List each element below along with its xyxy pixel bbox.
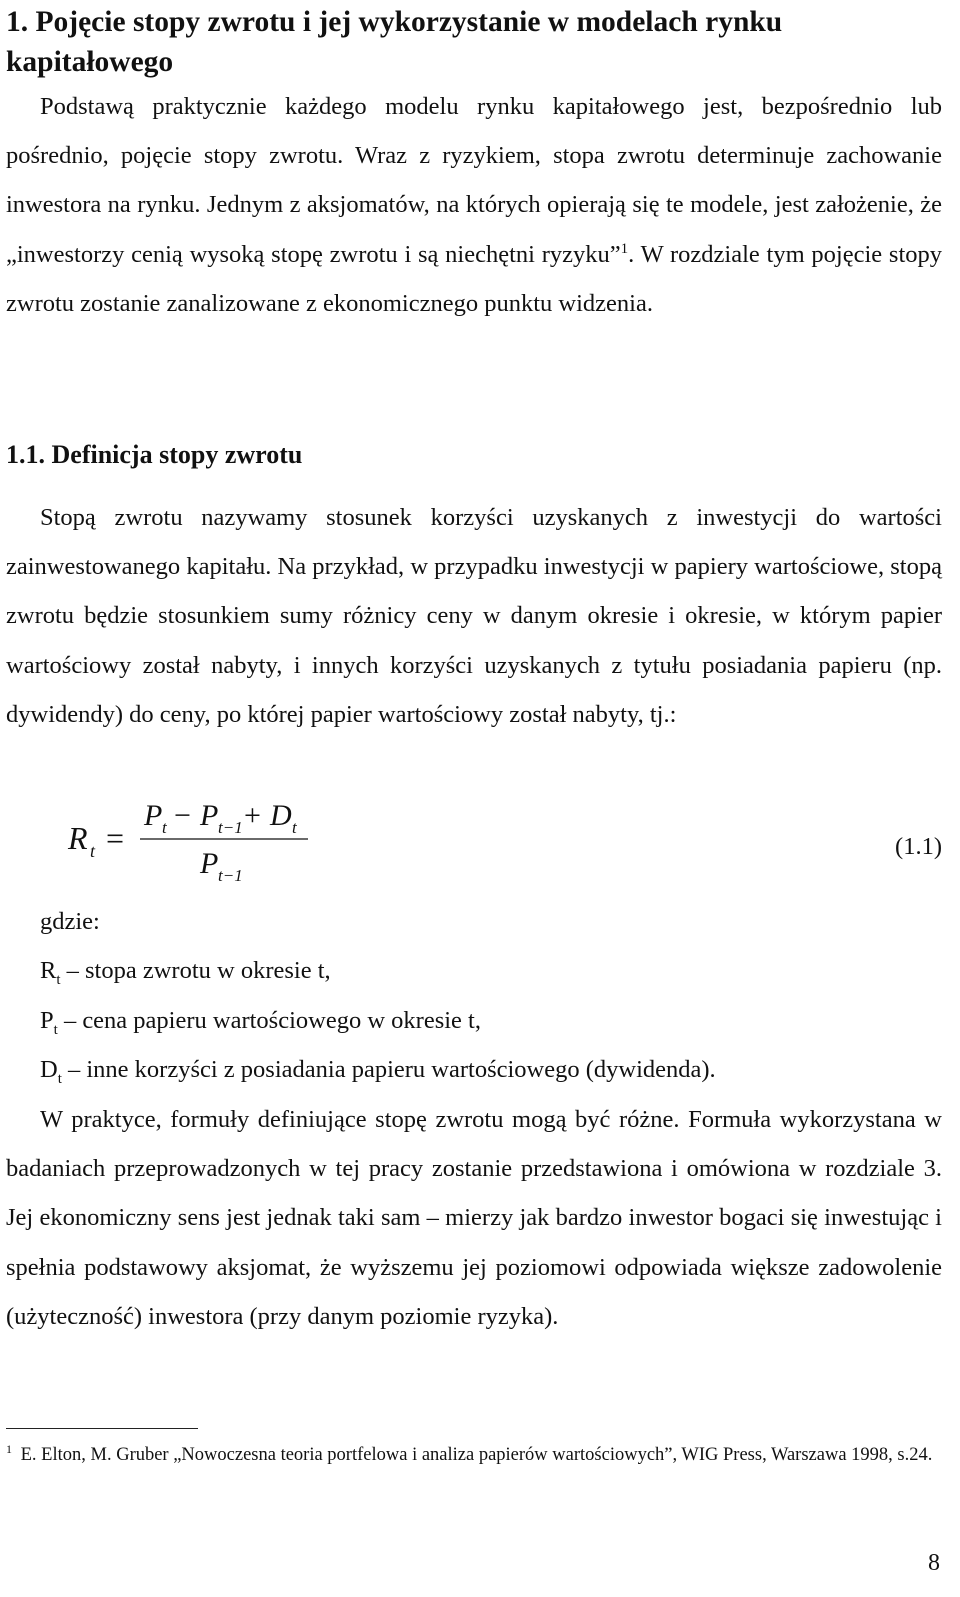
return-formula <box>68 797 948 887</box>
where-label: gdzie: <box>40 908 100 935</box>
definition-symbol: D <box>40 1056 58 1083</box>
definition-text: – stopa zwrotu w okresie t, <box>60 957 331 984</box>
formula-lhs: R <box>68 820 88 856</box>
formula-num-p2-sub: t−1 <box>218 818 243 837</box>
paragraph-intro-text: Podstawą praktycznie każdego modelu rynku kapitałowego jest, bezpośrednio lub pośrednio, pojęcie stopy zwrotu. Wraz z ryzykiem, stopa zwrotu determinuje zachowanie inwestora na rynku. Jednym z aksjomatów, na których opierają się te modele, jest założenie, że „inwestorzy cenią wysoką stopę zwrotu i są niechętni ryzyku” <box>6 93 942 268</box>
formula-num-p1-sub: t <box>162 818 167 837</box>
paragraph-intro <box>6 82 942 328</box>
footnote-separator <box>6 1428 198 1429</box>
formula-equals: = <box>106 820 125 856</box>
paragraph-practice-text: W praktyce, formuły definiujące stopę zwrotu mogą być różne. Formuła wykorzystana w badaniach przeprowadzonych w tej pracy zostanie przedstawiona i omówiona w rozdziale 3. Jej ekonomiczny sens jest jednak taki sam – mierzy jak bardzo inwestor bogaci się inwestując i spełnia podstawowy aksjomat, że wyższemu jej poziomowi odpowiada większe zadowolenie (użyteczność) inwestora (przy danym poziomie ryzyka). <box>6 1106 942 1330</box>
paragraph-definition-text: Stopą zwrotu nazywamy stosunek korzyści uzyskanych z inwestycji do wartości zainwestowanego kapitału. Na przykład, w przypadku inwestycji w papiery wartościowe, stopą zwrotu będzie stosunkiem sumy różnicy ceny w danym okresie i okresie, w którym papier wartościowy został nabyty, i innych korzyści uzyskanych z tytułu posiadania papieru (np. dywidendy) do ceny, po której papier wartościowy został nabyty, tj.: <box>6 504 942 728</box>
definition-text: – cena papieru wartościowego w okresie t, <box>57 1007 481 1034</box>
definition-subscript: t <box>56 971 61 988</box>
footnote <box>6 1441 942 1469</box>
formula-plus: + <box>244 799 261 832</box>
paragraph-definition <box>6 493 942 739</box>
footnote-text: E. Elton, M. Gruber „Nowoczesna teoria portfelowa i analiza papierów wartościowych”, WIG Press, Warszawa 1998, s.24. <box>16 1445 933 1465</box>
formula-den-p: P <box>200 847 219 880</box>
formula-num-p1: P <box>144 799 163 832</box>
formula-lhs-sub: t <box>90 841 96 861</box>
section-heading: 1.1. Definicja stopy zwrotu <box>6 440 303 469</box>
paragraph-intro-text-end: . W rozdziale tym pojęcie stopy zwrotu zostanie zanalizowane z ekonomicznego punktu widzenia. <box>6 240 943 317</box>
formula-num-p2: P <box>200 799 219 832</box>
definition-text: – inne korzyści z posiadania papieru wartościowego (dywidenda). <box>61 1056 716 1083</box>
footnote-mark: 1 <box>6 1441 12 1456</box>
chapter-heading: 1. Pojęcie stopy zwrotu i jej wykorzystanie w modelach rynku kapitałowego <box>6 6 783 78</box>
formula-number: (1.1) <box>895 833 942 860</box>
paragraph-practice <box>6 1095 942 1341</box>
formula-num-d: D <box>270 799 292 832</box>
formula-minus: − <box>174 799 191 832</box>
definition-dt <box>40 1054 716 1086</box>
definition-symbol: P <box>40 1007 54 1034</box>
footnote-ref[interactable]: 1 <box>620 240 629 257</box>
definition-rt <box>40 955 331 987</box>
definition-pt <box>40 1005 481 1037</box>
page-number: 8 <box>928 1550 940 1576</box>
definition-subscript: t <box>57 1070 62 1087</box>
formula-num-d-sub: t <box>292 818 297 837</box>
formula-den-p-sub: t−1 <box>218 866 243 885</box>
formula-svg <box>68 797 948 887</box>
definition-symbol: R <box>40 957 57 984</box>
definition-subscript: t <box>53 1021 58 1038</box>
